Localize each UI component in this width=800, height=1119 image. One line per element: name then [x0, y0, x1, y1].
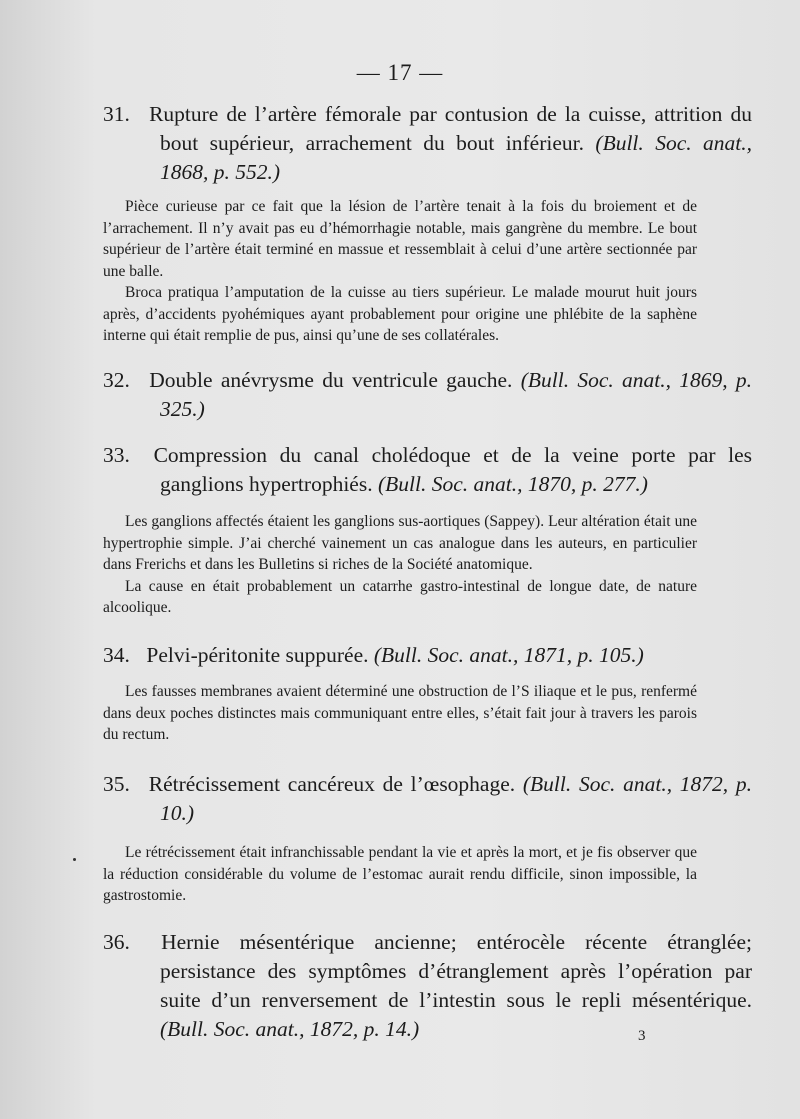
entry-33-title	[103, 441, 752, 499]
ink-speck	[73, 858, 76, 861]
entry-reference: (Bull. Soc. anat., 1872, p. 14.)	[160, 1017, 420, 1041]
entry-36-title	[103, 928, 752, 1044]
paragraph: Pièce curieuse par ce fait que la lésion de l’artère tenait à la fois du broiement et de l’arrachement. Il n’y avait pas eu d’hémorrhagie notable, mais gangrène du membre. Le bout supérieur de l’artère était terminé en massue et ressemblait à celui d’une artère sectionnée par une balle.	[103, 198, 697, 280]
paragraph: La cause en était probablement un catarrhe gastro-intestinal de longue date, de nature alcoolique.	[103, 577, 697, 616]
entry-31-notes	[103, 196, 697, 347]
entry-text: Rétrécissement cancéreux de l’œsophage.	[148, 772, 516, 796]
entry-35-title	[103, 770, 752, 828]
entry-text: Compression du canal cholédoque et de la veine porte par les ganglions hypertrophiés.	[153, 443, 752, 496]
entry-number: 31.	[103, 102, 130, 126]
entry-text: Double anévrysme du ventricule gauche.	[149, 368, 513, 392]
entry-34-notes	[103, 681, 697, 746]
entry-reference: (Bull. Soc. anat., 1870, p. 277.)	[377, 472, 648, 496]
page-number: — 17 —	[356, 60, 444, 85]
paragraph: Les ganglions affectés étaient les ganglions sus-aortiques (Sappey). Leur altération était une hypertrophie simple. J’ai cherché vainement un cas analogue dans les auteurs, en particulier dans Frerichs et dans les Bulletins si riches de la Société anatomique.	[103, 513, 697, 573]
entry-number: 36.	[103, 930, 130, 954]
paragraph: Le rétrécissement était infranchissable pendant la vie et après la mort, et je fis observer que la réduction considérable du volume de l’estomac aurait rendu difficile, sinon impossible, la gastrostomie.	[103, 844, 697, 904]
entry-reference: (Bull. Soc. anat., 1869, p. 325.)	[160, 368, 752, 421]
signature-mark: 3	[638, 1028, 646, 1044]
entry-text: Pelvi-péritonite suppurée.	[146, 643, 369, 667]
paragraph: Les fausses membranes avaient déterminé une obstruction de l’S iliaque et le pus, renfermé dans deux poches distinctes mais communiquant entre elles, s’était fait jour à travers les parois du rectum.	[103, 683, 697, 743]
entry-reference: (Bull. Soc. anat., 1872, p. 10.)	[160, 772, 753, 825]
entry-number: 34.	[103, 643, 130, 667]
entry-reference: (Bull. Soc. anat., 1871, p. 105.)	[373, 643, 644, 667]
entry-34-title	[103, 641, 752, 670]
entry-35-notes	[103, 842, 697, 907]
entry-32-title	[103, 366, 752, 424]
entry-reference: (Bull. Soc. anat., 1868, p. 552.)	[160, 131, 752, 184]
entry-text: Rupture de l’artère fémorale par contusion de la cuisse, attrition du bout supérieur, arrachement du bout inférieur.	[149, 102, 752, 155]
entry-text: Hernie mésentérique ancienne; entérocèle récente étranglée; persistance des symptômes d’étranglement après l’opération par suite d’un renversement de l’intestin sous le repli mésentérique.	[160, 930, 753, 1012]
entry-31-title	[103, 100, 752, 187]
entry-number: 33.	[103, 443, 130, 467]
entry-33-notes	[103, 511, 697, 619]
paragraph: Broca pratiqua l’amputation de la cuisse au tiers supérieur. Le malade mourut huit jours après, d’accidents pyohémiques ayant probablement pour origine une phlébite de la saphène interne qui était remplie de pus, ainsi qu’une de ses collatérales.	[103, 284, 697, 344]
entry-number: 35.	[103, 772, 130, 796]
entry-number: 32.	[103, 368, 130, 392]
